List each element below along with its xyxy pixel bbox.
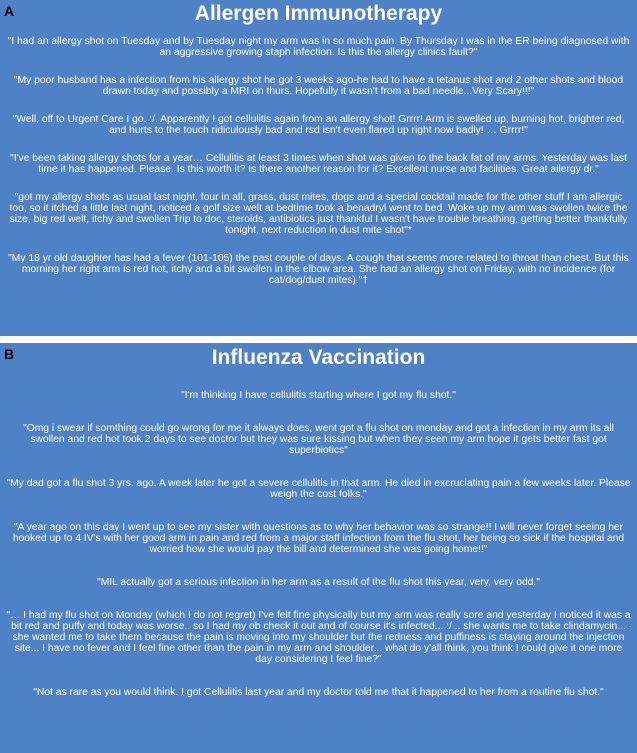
panel-label: B — [4, 346, 15, 362]
panel-influenza-vaccination — [0, 343, 637, 753]
quote: "My 18 yr old daughter has had a fever (101-105) the past couple of days. A cough that seems more related to throat than chest. But this morning her right arm is red hot, itchy and a bit swollen in the elbow area. She had an allergy shot on Friday, with no incidence (for cat/dog/dust mites)."† — [8, 253, 629, 286]
quote: "A year ago on this day I went up to see my sister with questions as to why her behavior was so strange!! I will never forget seeing her hooked up to 4 IV's with her good arm in pain and red from a major staff infection from the flu shot, her being so sick if the hospital and worried how she would pay the bill and determined she was going home!!" — [12, 522, 625, 555]
quote: "I'm thinking I have cellulitis starting where I got my flu shot." — [181, 390, 456, 401]
panel-title: Influenza Vaccination — [211, 346, 426, 369]
panel-allergen-immunotherapy — [0, 0, 637, 336]
quote: "My dad got a flu shot 3 yrs. ago. A week later he got a severe cellulitis in that arm. He died in excruciating pain a few weeks later. Please weigh the cost folks." — [6, 478, 631, 500]
quote: "Not as rare as you would think. I got Cellulitis last year and my doctor told me that it happened to her from a routine flu shot." — [33, 687, 604, 698]
quote: "I had an allergy shot on Tuesday and by Tuesday night my arm was in so much pain. By Thursday I was in the ER being diagnosed with an aggressive growing staph infection. Is this the allergy clinics fault?" — [7, 36, 630, 58]
quote: "got my allergy shots as usual last night, four in all, grass, dust mites, dogs and a special cocktail made for the other stuff I am allergic too, so it itched a little last night, noticed a golf size welt at bedtime took a benadryl went to bed. Woke up my arm was swollen twice the size, big red welt, itchy and swollen Trip to doc, steroids, antibiotics just thankful I wasn't have trouble breathing, getting better thankfully tonight, next reduction in dust mite shot"* — [9, 192, 628, 236]
panel-label: A — [4, 3, 15, 19]
quote: "MIL actually got a serious infection in her arm as a result of the flu shot this year, very, very odd." — [97, 577, 540, 588]
quote: "I've been taking allergy shots for a year… Cellulitis at least 3 times when shot was given to the back fat of my arms. Yesterday was last time it has happened. Please. Is this worth it? Is there another reason for it? Excellent nurse and facilities. Great allergy dr." — [10, 153, 627, 175]
quote: "Well, off to Urgent Care I go. :/. Apparently I got cellulitis again from an allergy shot! Grrrr! Arm is swelled up, burning hot, brighter red, and hurts to the touch ridiculously bad and rsd isn't even flared up right now badly! … Grrrr!" — [12, 114, 625, 136]
quote: "Omg i swear if somthing could go wrong for me it always does, went got a flu shot on monday and got a infection in my arm its all swollen and red hot took 2 days to see doctor but they was sure kissing but when they seen my arm hope it gets better fast got superbiotics" — [23, 423, 614, 456]
quote: "My poor husband has a infection from his allergy shot he got 3 weeks ago-he had to have a tetanus shot and 2 other shots and blood drawn today and possibly a MRI on thurs. Hopefully it wasn't from a bad needle...Very Scary!!!" — [13, 75, 624, 97]
quote: "… I had my flu shot on Monday (which I do not regret) I've felt fine physically but my arm was really sore and yesterday I noticed it was a bit red and puffy and today was worse.. so I had my ob check it out and of course it's infected... :/ .. she wants me to take clindamycin... she wanted me to take them because the pain is moving into my shoulder but the redness and puffiness is staying around the injection site... I have no fever and I feel fine other than the pain in my arm and shoulder... what do y'all think, you think I could give it one more day considering I feel fine?" — [6, 610, 631, 665]
panel-title: Allergen Immunotherapy — [194, 2, 443, 25]
